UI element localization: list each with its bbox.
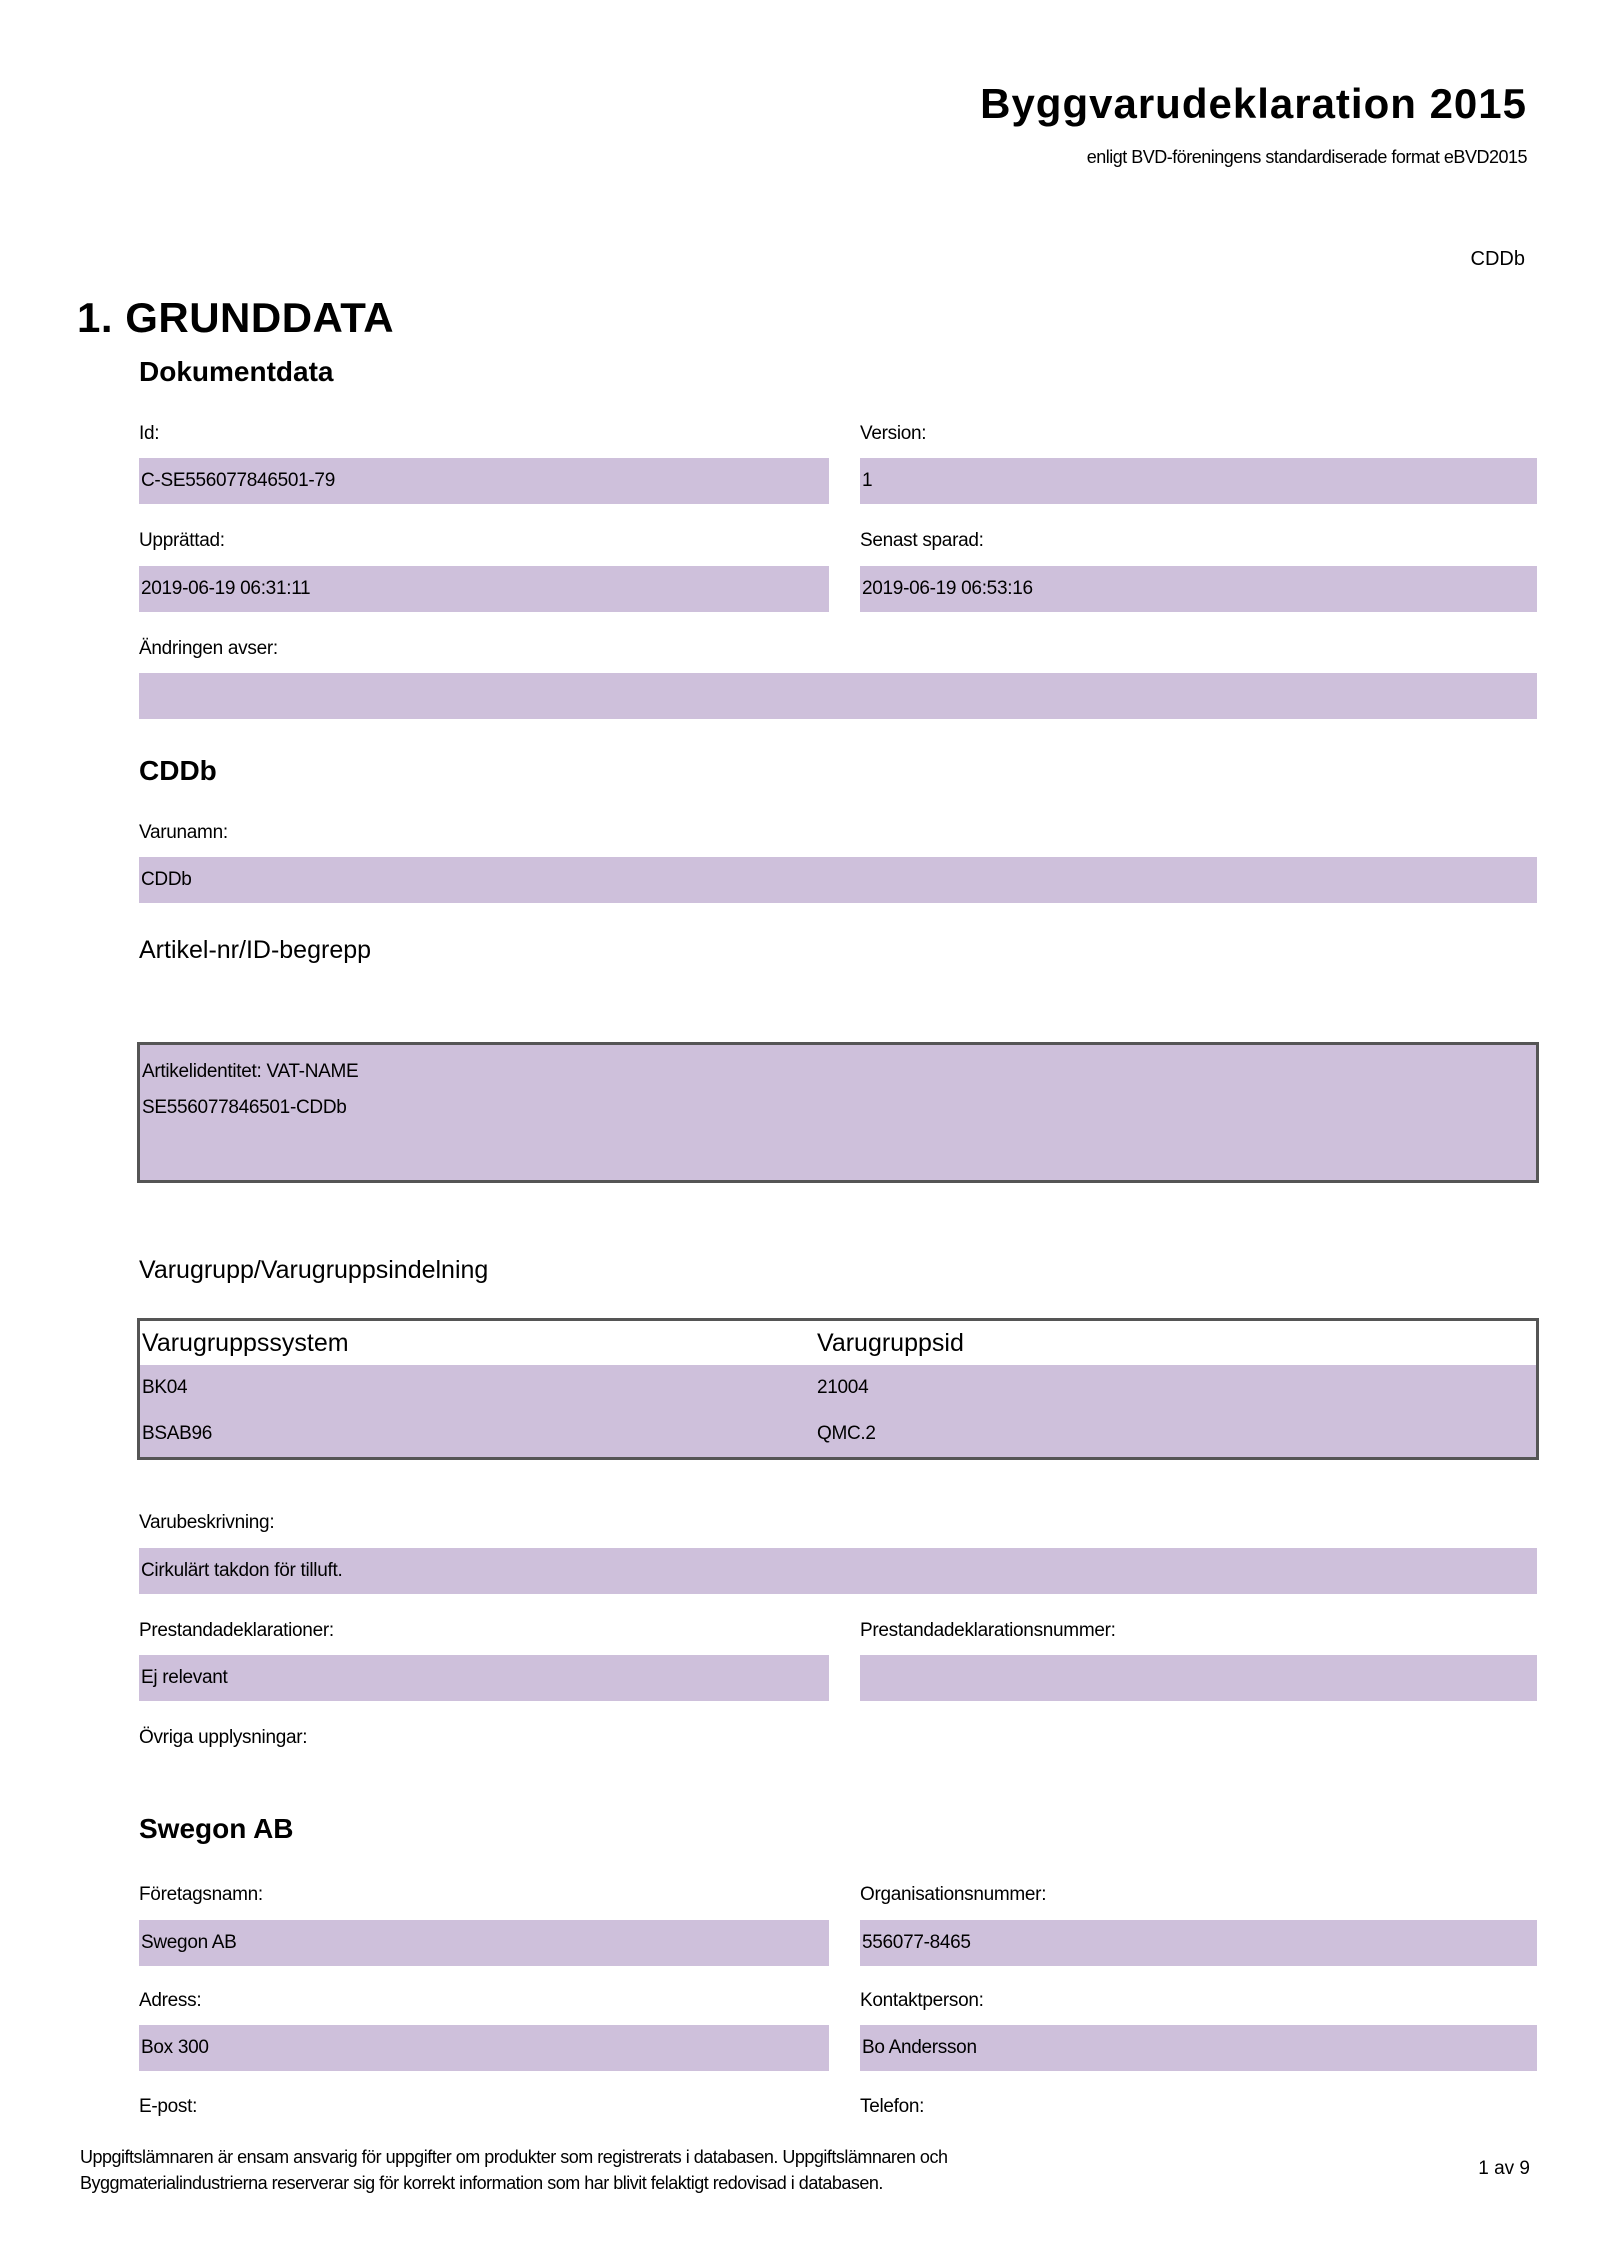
varunamn-label: Varunamn:	[139, 822, 228, 843]
telefon-label: Telefon:	[860, 2096, 925, 2117]
product-reference: CDDb	[1470, 248, 1525, 270]
table-cell: BSAB96	[142, 1423, 213, 1444]
andring-field	[139, 673, 1537, 719]
footer-line-2: Byggmaterialindustrierna reserverar sig för korrekt information som har blivit felaktigt redovisad i databasen.	[80, 2173, 883, 2193]
column-header-id: Varugruppsid	[817, 1328, 964, 1357]
varugrupp-heading: Varugrupp/Varugruppsindelning	[139, 1256, 489, 1284]
varubeskrivning-label: Varubeskrivning:	[139, 1512, 275, 1533]
id-field: C-SE556077846501-79	[139, 458, 829, 504]
varunamn-field: CDDb	[139, 857, 1537, 903]
epost-label: E-post:	[139, 2096, 198, 2117]
artikel-heading: Artikel-nr/ID-begrepp	[139, 936, 372, 964]
senast-sparad-field: 2019-06-19 06:53:16	[860, 566, 1537, 612]
kontakt-field: Bo Andersson	[860, 2025, 1537, 2071]
table-cell: 21004	[817, 1377, 869, 1398]
artikel-number: SE556077846501-CDDb	[142, 1097, 347, 1118]
dokumentdata-heading: Dokumentdata	[139, 356, 334, 387]
document-title: Byggvarudeklaration 2015	[980, 80, 1527, 127]
adress-label: Adress:	[139, 1990, 202, 2011]
table-row	[140, 1365, 1536, 1411]
artikel-box	[137, 1042, 1539, 1183]
column-header-system: Varugruppssystem	[142, 1328, 349, 1357]
product-heading: CDDb	[139, 755, 217, 786]
id-label: Id:	[139, 423, 160, 444]
orgnr-field: 556077-8465	[860, 1920, 1537, 1966]
orgnr-label: Organisationsnummer:	[860, 1884, 1047, 1905]
footer-disclaimer	[80, 2144, 1210, 2196]
senast-sparad-label: Senast sparad:	[860, 530, 984, 551]
andring-label: Ändringen avser:	[139, 638, 278, 659]
table-cell: BK04	[142, 1377, 188, 1398]
artikel-identity: Artikelidentitet: VAT-NAME	[142, 1061, 359, 1082]
version-label: Version:	[860, 423, 927, 444]
prestanda-nr-label: Prestandadeklarationsnummer:	[860, 1620, 1116, 1641]
page-number: 1 av 9	[1478, 2158, 1530, 2179]
varugrupp-table	[137, 1318, 1539, 1460]
table-row	[140, 1411, 1536, 1457]
adress-field: Box 300	[139, 2025, 829, 2071]
document-subtitle: enligt BVD-föreningens standardiserade format eBVD2015	[1086, 147, 1527, 167]
varubeskrivning-field: Cirkulärt takdon för tilluft.	[139, 1548, 1537, 1594]
foretagsnamn-label: Företagsnamn:	[139, 1884, 263, 1905]
section-heading: 1. GRUNDDATA	[77, 294, 395, 341]
prestanda-field: Ej relevant	[139, 1655, 829, 1701]
upprattad-field: 2019-06-19 06:31:11	[139, 566, 829, 612]
upprattad-label: Upprättad:	[139, 530, 225, 551]
footer-line-1: Uppgiftslämnaren är ensam ansvarig för uppgifter om produkter som registrerats i databasen. Uppgiftslämnaren och	[80, 2147, 948, 2167]
version-field: 1	[860, 458, 1537, 504]
foretagsnamn-field: Swegon AB	[139, 1920, 829, 1966]
prestanda-label: Prestandadeklarationer:	[139, 1620, 334, 1641]
prestanda-nr-field	[860, 1655, 1537, 1701]
table-header-row	[140, 1321, 1536, 1365]
table-cell: QMC.2	[817, 1423, 876, 1444]
company-heading: Swegon AB	[139, 1813, 294, 1844]
ovriga-label: Övriga upplysningar:	[139, 1727, 308, 1748]
kontakt-label: Kontaktperson:	[860, 1990, 984, 2011]
